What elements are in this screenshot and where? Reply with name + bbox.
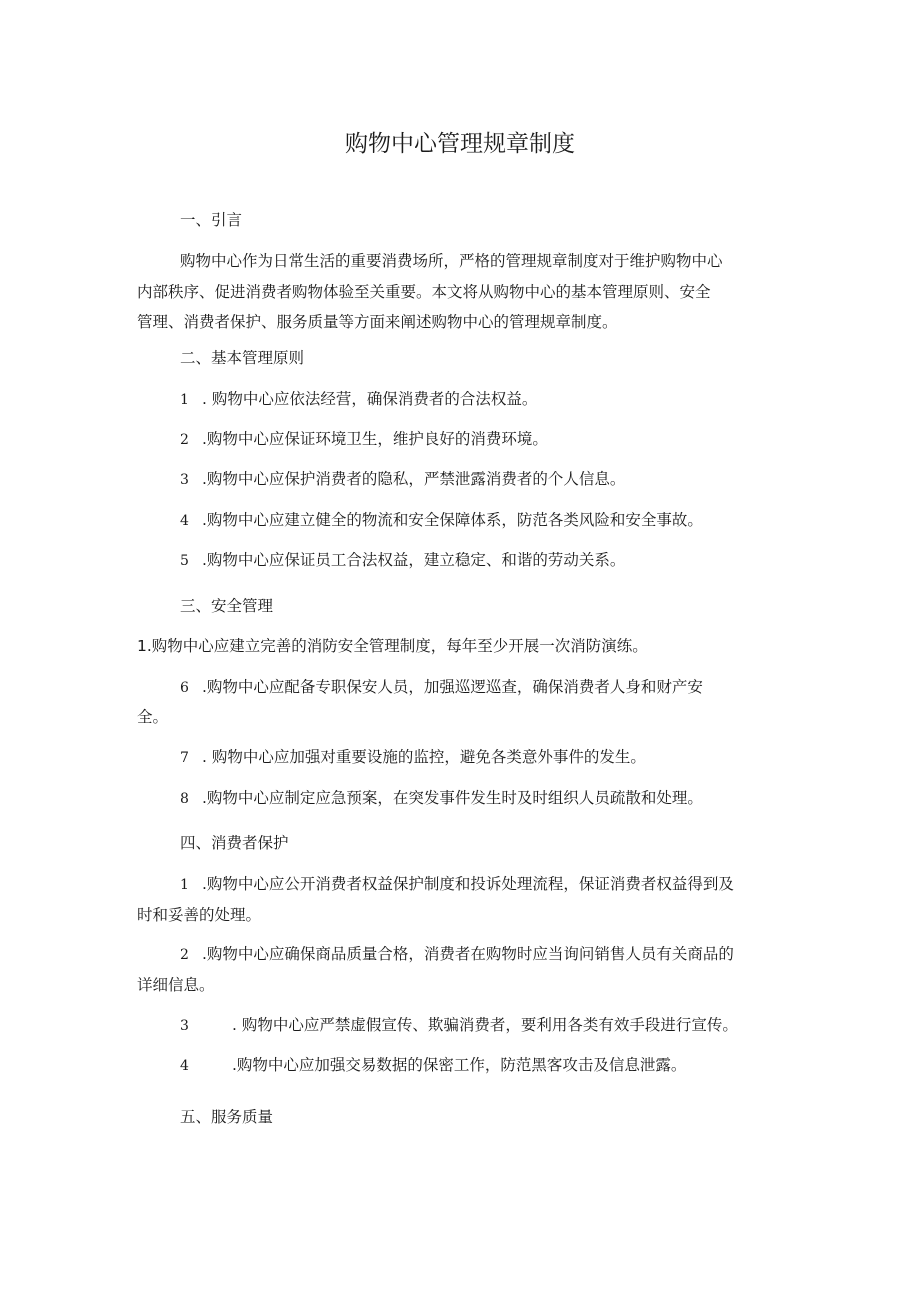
list-item xyxy=(137,944,782,965)
section-heading-safety: 三、安全管理 xyxy=(180,597,274,615)
list-item xyxy=(137,429,782,450)
list-item xyxy=(137,788,782,809)
section-heading-service: 五、服务质量 xyxy=(180,1108,274,1126)
item-number: 1 xyxy=(180,877,189,893)
item-text: . 购物中心应加强对重要设施的监控，避免各类意外事件的发生。 xyxy=(202,748,646,766)
list-item-continuation: 详细信息。 xyxy=(137,976,215,994)
intro-paragraph-line-3: 管理、消费者保护、服务质量等方面来阐述购物中心的管理规章制度。 xyxy=(137,313,618,331)
item-number: 6 xyxy=(180,680,189,696)
item-number: 5 xyxy=(180,553,189,569)
item-text: .购物中心应确保商品质量合格，消费者在购物时应当询问销售人员有关商品的 xyxy=(202,945,734,963)
item-text: .购物中心应保护消费者的隐私，严禁泄露消费者的个人信息。 xyxy=(202,470,626,488)
item-number: 1 xyxy=(180,392,189,408)
section-heading-consumer: 四、消费者保护 xyxy=(180,834,289,852)
item-number: 2 xyxy=(180,947,189,963)
item-text: .购物中心应保证员工合法权益，建立稳定、和谐的劳动关系。 xyxy=(202,551,626,569)
item-text: .购物中心应制定应急预案，在突发事件发生时及时组织人员疏散和处理。 xyxy=(202,789,703,807)
item-text: . 购物中心应严禁虚假宣传、欺骗消费者，要利用各类有效手段进行宣传。 xyxy=(232,1016,738,1034)
list-item xyxy=(137,1015,782,1036)
intro-paragraph-line-2: 内部秩序、促进消费者购物体验至关重要。本文将从购物中心的基本管理原则、安全 xyxy=(137,283,711,301)
list-item xyxy=(137,874,782,895)
item-number: 8 xyxy=(180,791,189,807)
item-text: .购物中心应建立健全的物流和安全保障体系，防范各类风险和安全事故。 xyxy=(202,511,703,529)
item-number: 4 xyxy=(180,513,189,529)
list-item-continuation: 全。 xyxy=(137,708,169,726)
list-item xyxy=(137,389,782,410)
list-item xyxy=(137,747,782,768)
page-title: 购物中心管理规章制度 xyxy=(345,131,575,157)
item-text: .购物中心应保证环境卫生，维护良好的消费环境。 xyxy=(202,430,548,448)
list-item xyxy=(137,550,782,571)
list-item xyxy=(137,677,782,698)
list-item xyxy=(137,510,782,531)
list-item xyxy=(137,1055,782,1076)
item-text: .购物中心应公开消费者权益保护制度和投诉处理流程，保证消费者权益得到及 xyxy=(202,875,734,893)
list-item: 1.购物中心应建立完善的消防安全管理制度，每年至少开展一次消防演练。 xyxy=(137,637,648,655)
item-number: 2 xyxy=(180,432,189,448)
list-item-continuation: 时和妥善的处理。 xyxy=(137,906,262,924)
item-number: 7 xyxy=(180,750,189,766)
section-heading-intro: 一、引言 xyxy=(180,211,243,229)
list-item xyxy=(137,469,782,490)
item-text: .购物中心应配备专职保安人员，加强巡逻巡查，确保消费者人身和财产安 xyxy=(202,678,703,696)
item-number: 3 xyxy=(180,472,189,488)
section-heading-principles: 二、基本管理原则 xyxy=(180,349,305,367)
item-text: . 购物中心应依法经营，确保消费者的合法权益。 xyxy=(202,390,538,408)
item-text: .购物中心应加强交易数据的保密工作，防范黑客攻击及信息泄露。 xyxy=(232,1056,687,1074)
item-number: 4 xyxy=(180,1058,189,1074)
item-number: 3 xyxy=(180,1018,189,1034)
intro-paragraph-line-1: 购物中心作为日常生活的重要消费场所，严格的管理规章制度对于维护购物中心 xyxy=(180,252,723,270)
